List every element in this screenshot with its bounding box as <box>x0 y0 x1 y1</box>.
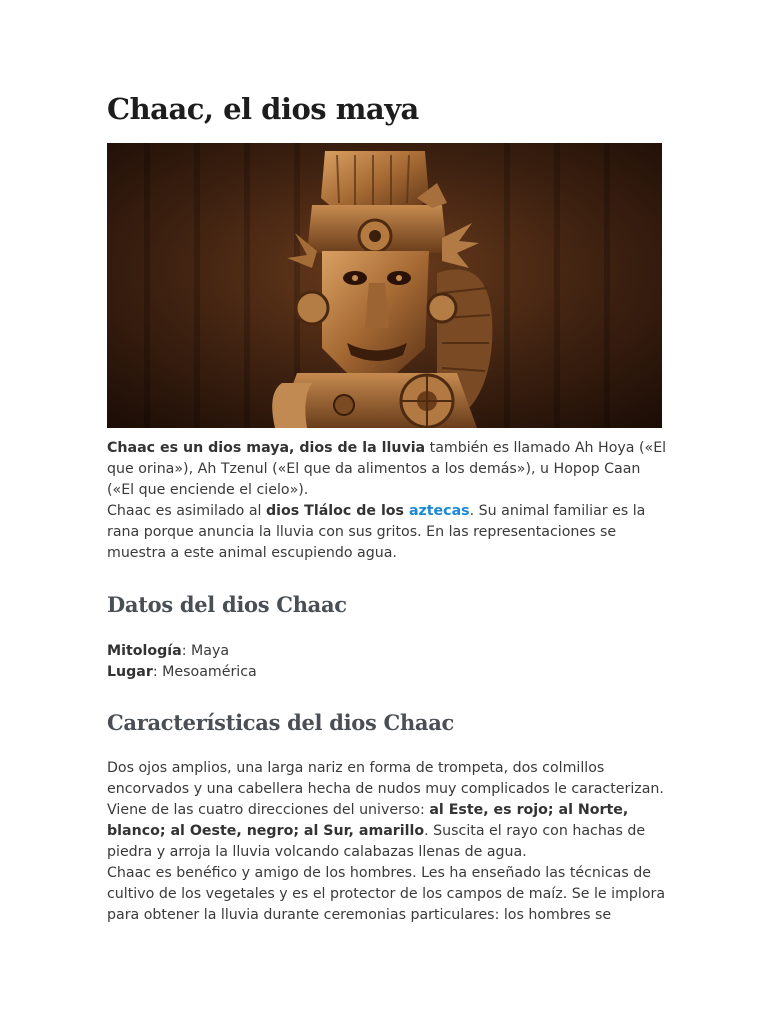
chaac-statue-image <box>107 143 662 428</box>
intro-text-3: . Su animal familiar es la rana porque anuncia la lluvia con sus gritos. En las representaciones se muestra a este animal escupiendo agua. <box>107 503 646 561</box>
hero-image <box>107 143 662 428</box>
section-heading-datos: Datos del dios Chaac <box>107 592 347 617</box>
fact-value-lugar: : Mesoamérica <box>152 664 257 680</box>
facts-list <box>107 641 667 683</box>
aztecas-link[interactable]: aztecas <box>408 503 470 519</box>
page-title: Chaac, el dios maya <box>107 92 419 126</box>
intro-paragraph <box>107 438 667 564</box>
fact-label-lugar: Lugar <box>107 664 153 680</box>
char-text-2: . Suscita el rayo con hachas de piedra y arroja la lluvia volcando calabazas llenas de agua. <box>107 823 646 860</box>
intro-text-1: también es llamado Ah Hoya («El que orina»), Ah Tzenul («El que da alimentos a los demás»), u Hopop Caan («El que enciende el cielo»). <box>107 440 667 498</box>
char-text-3: Chaac es benéfico y amigo de los hombres. Les ha enseñado las técnicas de cultivo de los vegetales y es el protector de los campos de maíz. Se le implora para obtener la lluvia durante ceremonias particulares: los hombres se <box>107 865 666 923</box>
section-heading-caracteristicas: Características del dios Chaac <box>107 710 455 735</box>
char-bold-directions: al Este, es rojo; al Norte, blanco; al Oeste, negro; al Sur, amarillo <box>107 802 629 839</box>
intro-bold-2: dios Tláloc de los <box>266 503 409 519</box>
characteristics-paragraph <box>107 758 667 926</box>
fact-value-mitologia: : Maya <box>181 643 230 659</box>
char-text-1: Dos ojos amplios, una larga nariz en forma de trompeta, dos colmillos encorvados y una cabellera hecha de nudos muy complicados le caracterizan. Viene de las cuatro direcciones del universo: <box>107 760 664 818</box>
intro-bold-lead: Chaac es un dios maya, dios de la lluvia <box>107 440 426 456</box>
fact-label-mitologia: Mitología <box>107 643 182 659</box>
intro-text-2: Chaac es asimilado al <box>107 503 266 519</box>
